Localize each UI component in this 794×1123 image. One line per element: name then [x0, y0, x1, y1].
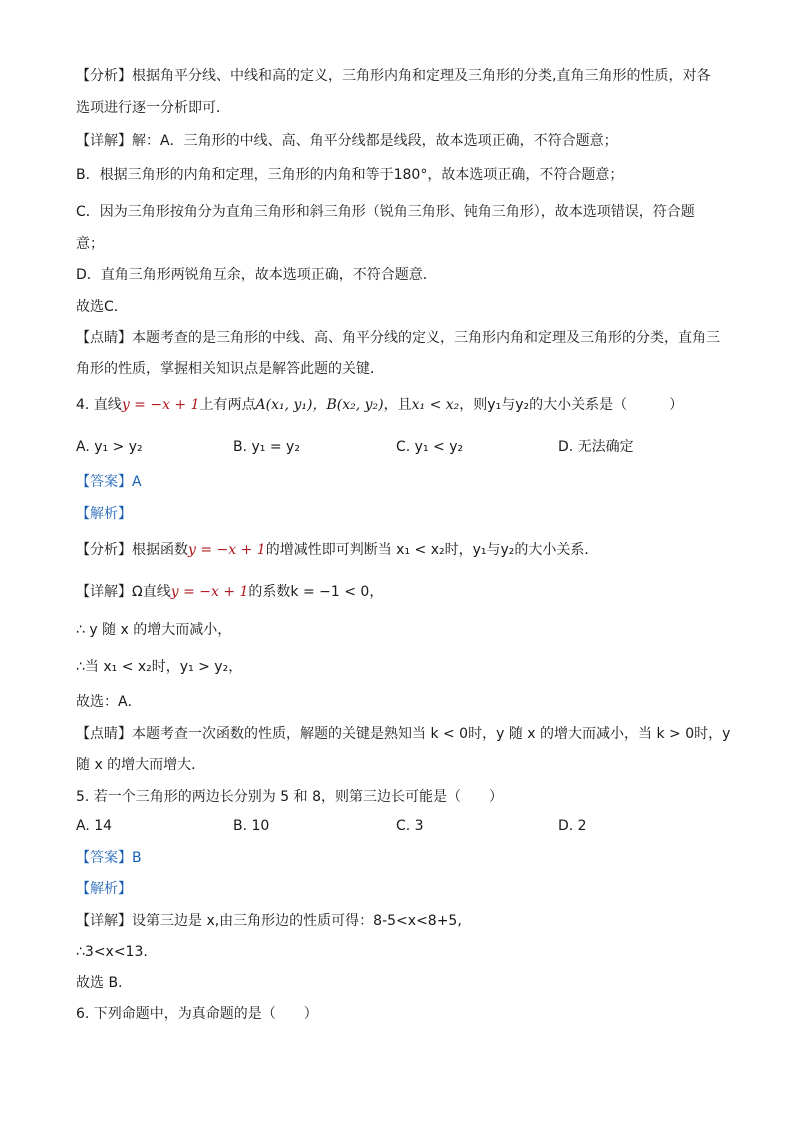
- q4-stem-equation: y = −x + 1: [121, 397, 200, 413]
- q5-solution-label: 【解析】: [76, 881, 132, 897]
- q3-detail-c: C．因为三角形按角分为直角三角形和斜三角形（锐角三角形、钝角三角形），故本选项错误，符合题: [76, 204, 695, 220]
- q5-stem: 5. 若一个三角形的两边长分别为 5 和 8，则第三边长可能是（ ）: [76, 789, 503, 805]
- q3-analysis: 【分析】根据角平分线、中线和高的定义，三角形内角和定理及三角形的分类,直角三角形的性质，对各: [76, 68, 711, 84]
- q5-option-b: B. 10: [233, 818, 270, 834]
- q4-solution-label: 【解析】: [76, 506, 132, 522]
- q3-comment-cont: 角形的性质，掌握相关知识点是解答此题的关键．: [76, 361, 384, 377]
- q3-analysis-cont: 选项进行逐一分析即可．: [76, 100, 230, 116]
- q5-option-c: C. 3: [396, 818, 424, 834]
- q4-stem-mid: 上有两点: [199, 397, 256, 413]
- q4-option-d: D. 无法确定: [558, 439, 634, 455]
- q4-option-a: A. y₁ > y₂: [76, 439, 143, 455]
- q4-detail-1-post: 的系数k = −1 < 0，: [248, 584, 384, 600]
- q4-analysis-equation: y = −x + 1: [188, 542, 266, 558]
- q4-stem-inequality: x₁ < x₂: [411, 397, 460, 413]
- q4-detail-1: [76, 582, 726, 602]
- q4-detail-1-equation: y = −x + 1: [170, 584, 249, 600]
- q4-stem-points: A(x₁, y₁)，B(x₂, y₂): [255, 397, 384, 413]
- q4-answer: 【答案】A: [76, 474, 142, 490]
- q4-choice: 故选：A．: [76, 694, 142, 710]
- q4-detail-3: ∴当 x₁ < x₂时，y₁ > y₂，: [76, 659, 243, 675]
- q4-comment: 【点睛】本题考查一次函数的性质，解题的关键是熟知当 k < 0时，y 随 x 的增大而减小，当 k > 0时，y: [76, 726, 731, 742]
- q4-comment-cont: 随 x 的增大而增大．: [76, 757, 206, 773]
- q4-analysis-pre: 【分析】根据函数: [76, 542, 188, 558]
- q4-analysis: [76, 540, 726, 560]
- q5-detail-2: ∴3<x<13.: [76, 944, 148, 960]
- q3-detail-d: D．直角三角形两锐角互余，故本选项正确，不符合题意．: [76, 267, 437, 283]
- q5-option-a: A. 14: [76, 818, 113, 834]
- q3-choice: 故选C．: [76, 299, 128, 315]
- q4-stem-cond: ，且: [383, 397, 412, 413]
- q3-detail-b: B．根据三角形的内角和定理，三角形的内角和等于180°，故本选项正确，不符合题意；: [76, 167, 624, 183]
- q4-analysis-post: 的增减性即可判断当 x₁ < x₂时，y₁与y₂的大小关系．: [265, 542, 599, 558]
- q4-stem-post: ，则y₁与y₂的大小关系是（ ）: [459, 397, 684, 413]
- q4-option-b: B. y₁ = y₂: [233, 439, 300, 455]
- q5-option-d: D. 2: [558, 818, 587, 834]
- q5-answer: 【答案】B: [76, 850, 142, 866]
- q4-detail-2: ∴ y 随 x 的增大而减小，: [76, 622, 232, 638]
- q3-detail-c-cont: 意；: [76, 236, 104, 252]
- q4-option-c: C. y₁ < y₂: [396, 439, 464, 455]
- q4-stem: [76, 395, 726, 415]
- q4-stem-pre: 4. 直线: [76, 397, 122, 413]
- q5-detail: 【详解】设第三边是 x,由三角形边的性质可得：8-5<x<8+5,: [76, 913, 462, 929]
- q3-comment: 【点睛】本题考查的是三角形的中线、高、角平分线的定义，三角形内角和定理及三角形的分类，直角三: [76, 330, 720, 346]
- q6-stem: 6. 下列命题中，为真命题的是（ ）: [76, 1006, 318, 1022]
- q4-detail-1-pre: 【详解】Ω直线: [76, 584, 171, 600]
- q5-choice: 故选 B.: [76, 975, 123, 991]
- q3-detail-a: 【详解】解：A．三角形的中线、高、角平分线都是线段，故本选项正确，不符合题意；: [76, 133, 618, 149]
